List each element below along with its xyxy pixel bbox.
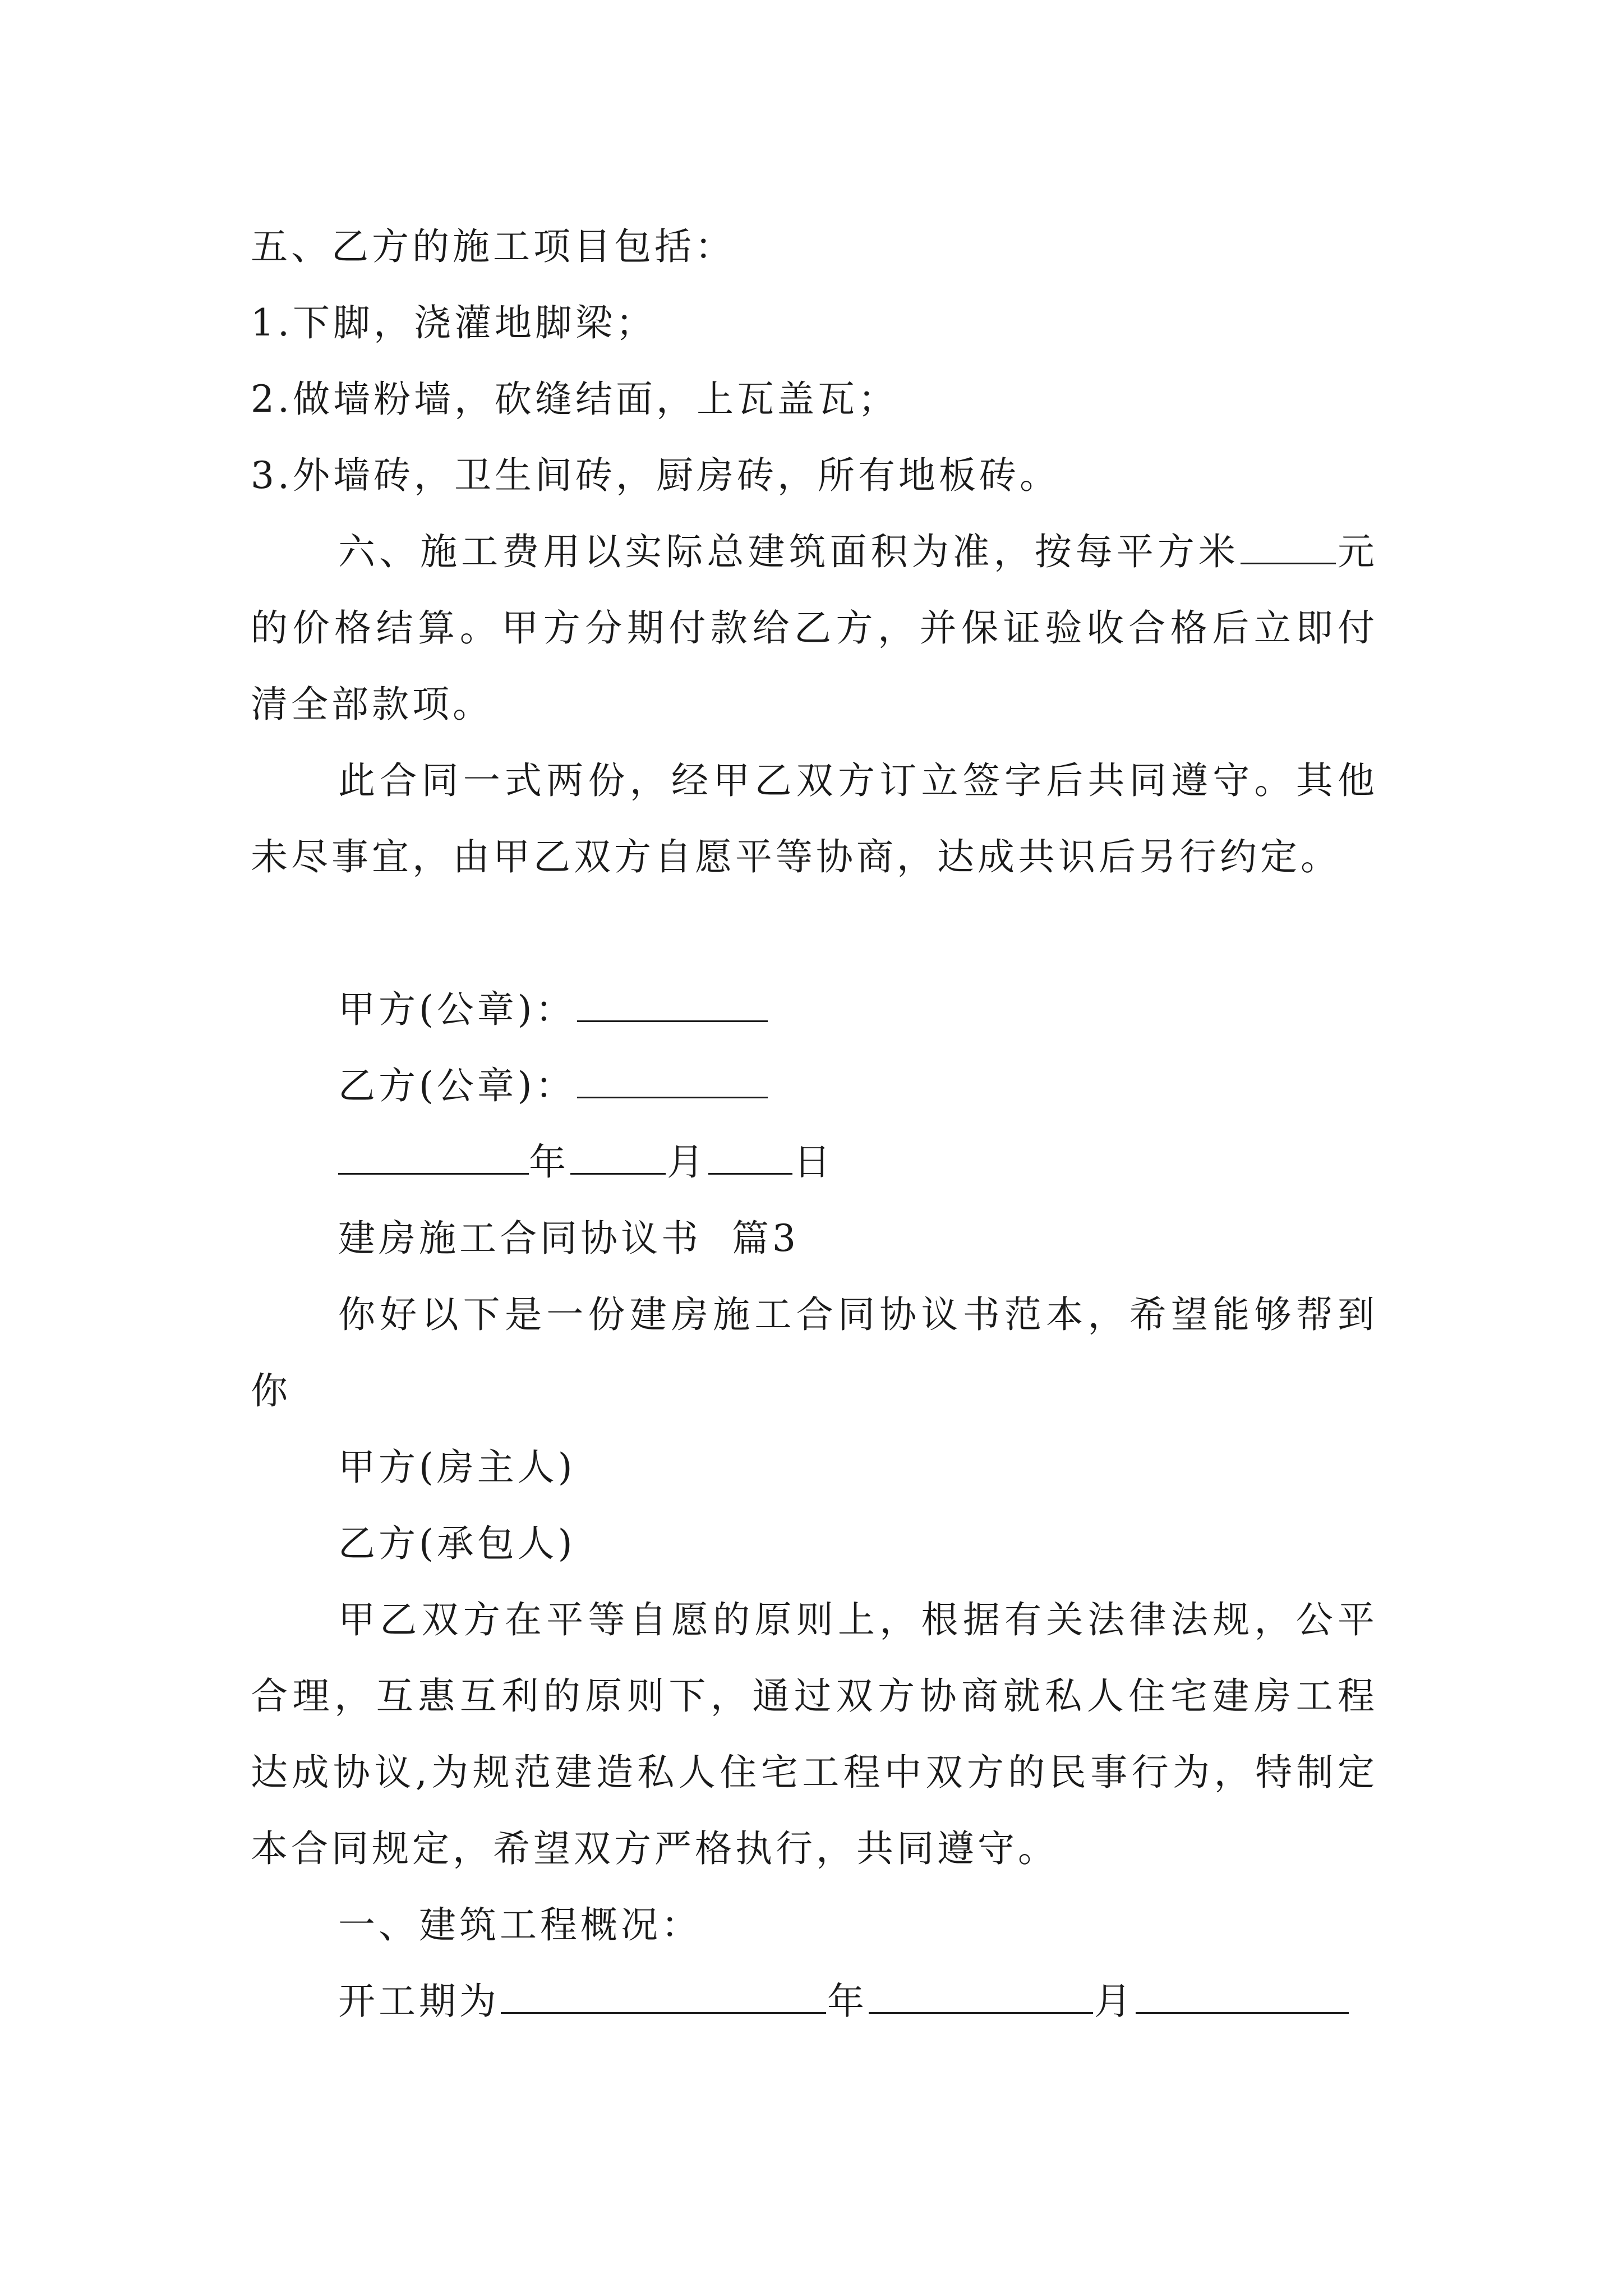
closing-paragraph: 此合同一式两份，经甲乙双方订立签字后共同遵守。其他未尽事宜，由甲乙双方自愿平等协商，达成共识后另行约定。 [251,759,1378,878]
party-a-seal-blank [577,991,768,1022]
section-title: 建房施工合同协议书 篇3 [338,1217,799,1260]
date-day-label: 日 [794,1140,834,1184]
intro-paragraph: 你好以下是一份建房施工合同协议书范本，希望能够帮到你 [251,1293,1378,1412]
party-a-owner: 甲方(房主人) [338,1446,576,1489]
item-1-title: 一、建筑工程概况： [338,1903,702,1947]
item-6-text-part1: 六、施工费用以实际总建筑面积为准，按每平方米 [338,530,1239,573]
month-blank [570,1144,666,1175]
start-day-blank [1136,1983,1349,2014]
start-year-label: 年 [827,1980,868,2023]
start-month-label: 月 [1094,1980,1135,2023]
date-year-label: 年 [529,1140,569,1184]
item-5-1: 1.下脚，浇灌地脚梁； [251,301,656,344]
item-5-title: 五、乙方的施工项目包括： [251,225,735,268]
day-blank [708,1144,792,1175]
party-a-seal-label: 甲方(公章)： [338,988,576,1031]
party-b-seal-line [338,1048,769,1124]
party-b-contractor: 乙方(承包人) [338,1522,576,1565]
year-blank [338,1144,529,1175]
item-5-2: 2.做墙粉墙，砍缝结面，上瓦盖瓦； [251,378,898,421]
start-month-blank [869,1983,1093,2014]
signing-date-line [338,1124,834,1200]
item-6-text-part2: 元的价格结算。甲方分期付款给乙方，并保证验收合格后立即付清全部款项。 [251,530,1378,726]
date-month-label: 月 [667,1140,707,1184]
item-6-paragraph [251,514,1378,743]
start-date-label: 开工期为 [338,1980,500,2023]
principle-paragraph: 甲乙双方在平等自愿的原则上，根据有关法律法规，公平合理，互惠互利的原则下，通过双方协商就私人住宅建房工程达成协议,为规范建造私人住宅工程中双方的民事行为，特制定本合同规定，希望双方严格执行，共同遵守。 [251,1598,1378,1870]
party-b-seal-blank [577,1068,768,1098]
start-date-line [338,1963,1350,2040]
item-5-3: 3.外墙砖，卫生间砖，厨房砖，所有地板砖。 [251,454,1060,497]
party-b-seal-label: 乙方(公章)： [338,1064,576,1107]
party-a-seal-line [338,972,769,1048]
start-year-blank [501,1983,826,2014]
price-blank [1241,533,1336,564]
